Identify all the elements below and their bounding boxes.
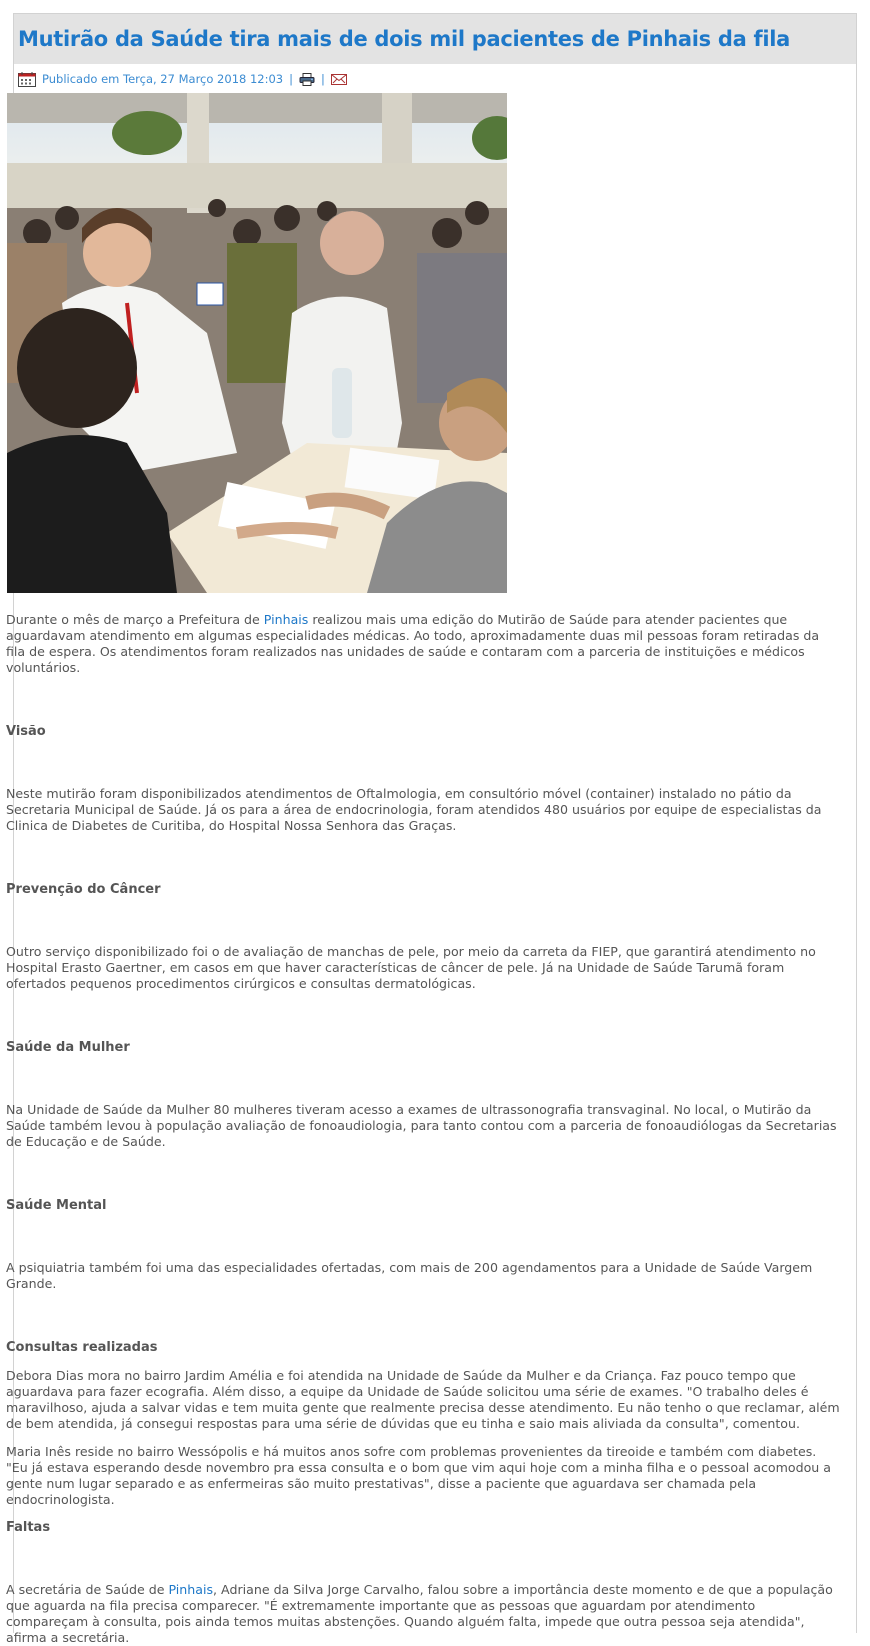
intro-paragraph: Durante o mês de março a Prefeitura de Pinhais realizou mais uma edição do Mutirão de Saúde para atender pacientes que aguardavam atendimento em algumas especialidades médicas. Ao todo, aproximadamente duas mil pessoas foram retiradas da fila de espera. Os atendimentos foram realizados nas unidades de saúde e contaram com a parceria de instituições e médicos voluntários. bbox=[6, 612, 820, 675]
article-header bbox=[14, 14, 856, 64]
health-campaign-photo bbox=[7, 93, 507, 593]
calendar-icon bbox=[18, 72, 36, 87]
article-meta bbox=[14, 64, 856, 94]
paragraph-faltas: A secretária de Saúde de Pinhais, Adriane da Silva Jorge Carvalho, falou sobre a importância deste momento e de que a população que aguarda na fila precisa comparecer. "É extremamente importante que as pessoas que aguardam por atendimento compareçam à consulta, pois ainda temos muitas abstenções. Quando alguém falta, impede que outra pessoa seja atendida", afirma a secretária. bbox=[6, 1582, 833, 1645]
heading-visao: Visão bbox=[6, 724, 46, 739]
article-title[interactable]: Mutirão da Saúde tira mais de dois mil pacientes de Pinhais da fila bbox=[18, 27, 790, 51]
paragraph-consultas-2: Maria Inês reside no bairro Wessópolis e há muitos anos sofre com problemas provenientes da tireoide e também com diabetes. "Eu já estava esperando desde novembro pra essa consulta e o bom que vim aqui hoje com a minha filha e o pessoal acomodou a gente num lugar separado e as enfermeiras são muito prestativas", disse a paciente que aguardava ser chamada pela endocrinologista. bbox=[6, 1444, 832, 1507]
article-body bbox=[6, 612, 840, 1646]
paragraph-visao: Neste mutirão foram disponibilizados atendimentos de Oftalmologia, em consultório móvel (container) instalado no pátio da Secretaria Municipal de Saúde. Já os para a área de endocrinologia, foram atendidos 480 usuários por equipe de especialistas da Clinica de Diabetes de Curitiba, do Hospital Nossa Senhora das Graças. bbox=[6, 786, 822, 833]
paragraph-mulher: Na Unidade de Saúde da Mulher 80 mulheres tiveram acesso a exames de ultrassonografia transvaginal. No local, o Mutirão da Saúde também levou à população avaliação de fonoaudiologia, para tanto contou com a parceria de fonoaudiólogas da Secretarias de Educação e de Saúde. bbox=[6, 1102, 837, 1149]
pinhais-link-2[interactable]: Pinhais bbox=[168, 1582, 214, 1597]
print-icon[interactable] bbox=[299, 73, 315, 86]
heading-saude-mental: Saúde Mental bbox=[6, 1198, 107, 1213]
pinhais-link[interactable]: Pinhais bbox=[263, 612, 309, 627]
heading-saude-mulher: Saúde da Mulher bbox=[6, 1040, 130, 1055]
paragraph-consultas-1: Debora Dias mora no bairro Jardim Amélia e foi atendida na Unidade de Saúde da Mulher e da Criança. Faz pouco tempo que aguardava para fazer ecografia. Além disso, a equipe da Unidade de Saúde solicitou uma série de exames. "O trabalho deles é maravilhoso, ajuda a salvar vidas e tem muita gente que realmente precisa desse atendimento. Eu não tenho o que reclamar, além de bem atendida, já consegui respostas para uma série de dúvidas que eu tinha e saio mais aliviada da consulta", comentou. bbox=[6, 1368, 840, 1431]
published-date: Publicado em Terça, 27 Março 2018 12:03 bbox=[42, 72, 284, 86]
paragraph-mental: A psiquiatria também foi uma das especialidades ofertadas, com mais de 200 agendamentos para a Unidade de Saúde Vargem Grande. bbox=[6, 1260, 813, 1291]
meta-separator-2: | bbox=[321, 72, 325, 86]
meta-separator: | bbox=[289, 72, 293, 86]
paragraph-cancer: Outro serviço disponibilizado foi o de avaliação de manchas de pele, por meio da carreta da FIEP, que garantirá atendimento no Hospital Erasto Gaertner, em casos em que haver características de câncer de pele. Já na Unidade de Saúde Tarumã foram ofertados pequenos procedimentos cirúrgicos e consultas dermatológicas. bbox=[6, 944, 816, 991]
heading-prevencao-cancer: Prevenção do Câncer bbox=[6, 882, 161, 897]
heading-faltas: Faltas bbox=[6, 1520, 51, 1535]
email-icon[interactable] bbox=[331, 73, 347, 86]
heading-consultas: Consultas realizadas bbox=[6, 1340, 158, 1355]
article-photo bbox=[7, 93, 507, 593]
